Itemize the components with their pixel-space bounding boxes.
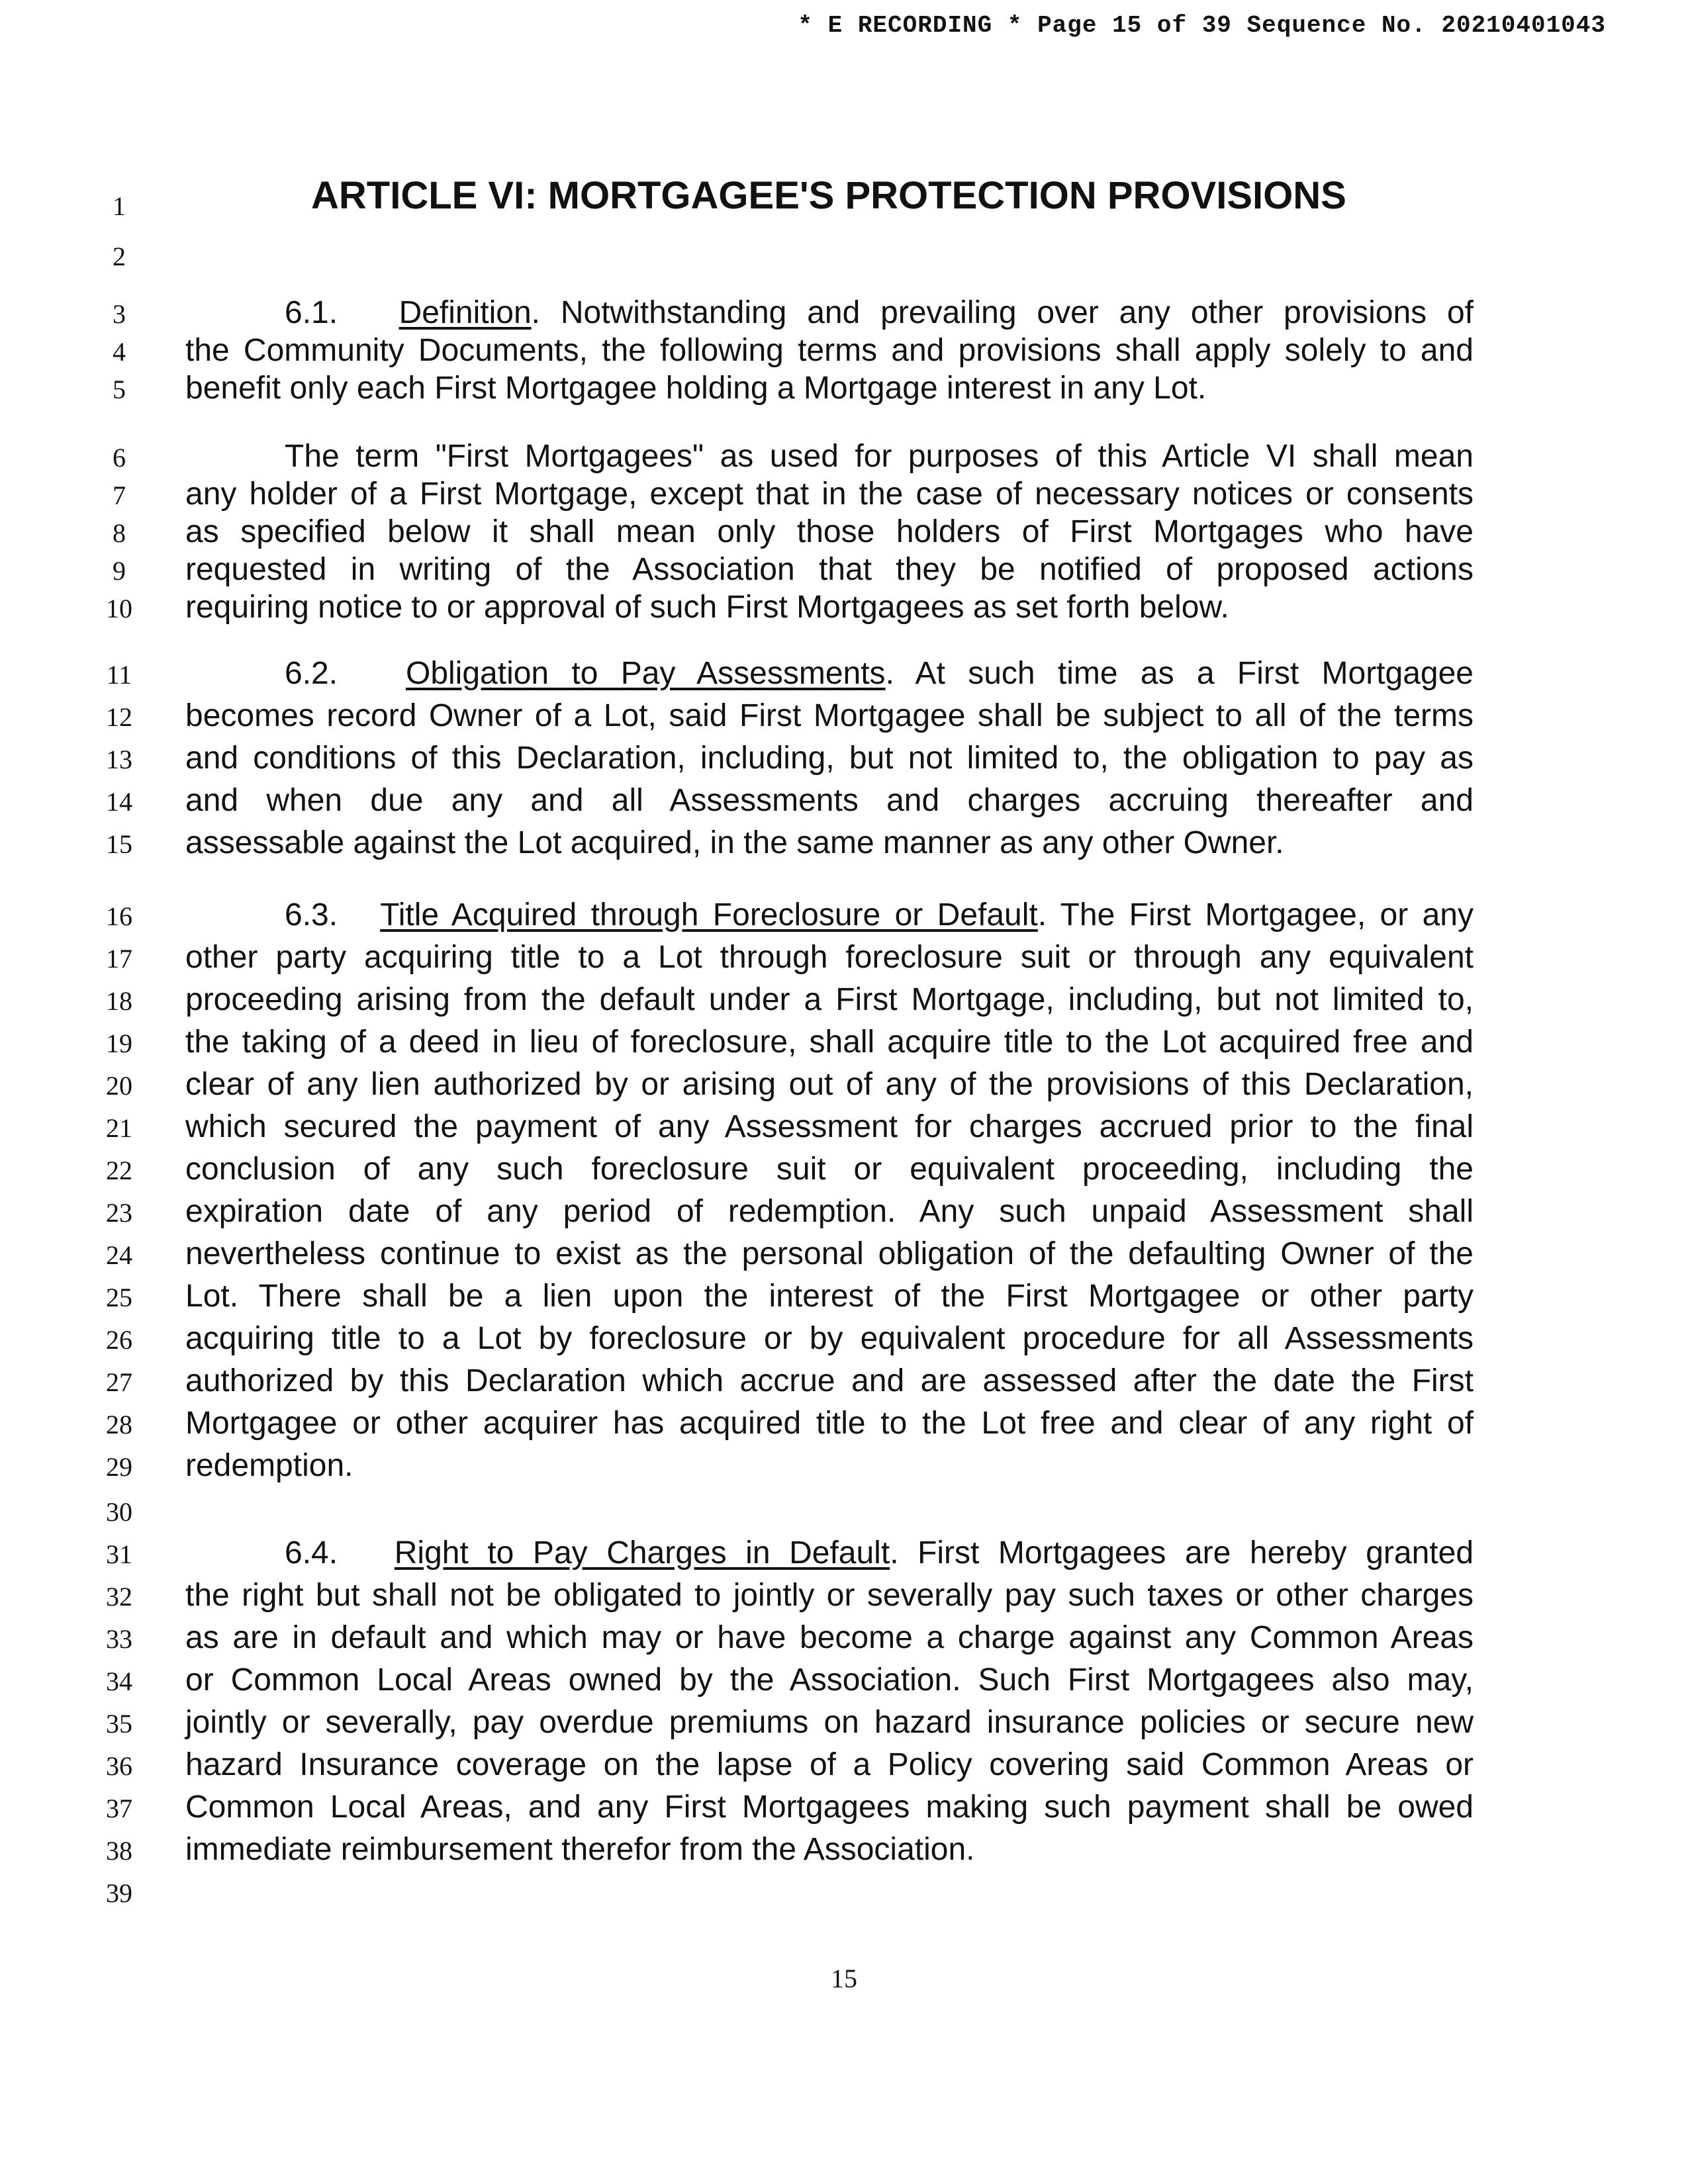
section-6-3-line-12: authorized by this Declaration which accrue and are assessed after the date the First (185, 1363, 1474, 1398)
section-6-3-line-5: clear of any lien authorized by or arising out of any of the provisions of this Declaration, (185, 1067, 1474, 1102)
section-6-3-line-2: other party acquiring title to a Lot through foreclosure suit or through any equivalent (185, 940, 1474, 975)
line-number: 9 (113, 556, 126, 586)
section-heading: Definition (399, 295, 532, 330)
line-number: 24 (106, 1240, 132, 1270)
line-number: 27 (106, 1367, 132, 1397)
term-paragraph-line-4: requested in writing of the Association that they be notified of proposed actions (185, 552, 1474, 587)
line-number: 29 (106, 1452, 132, 1482)
section-6-2-line-1: 6.2. Obligation to Pay Assessments. At such time as a First Mortgagee (285, 656, 1474, 691)
line-number: 14 (106, 787, 132, 817)
section-6-4-line-2: the right but shall not be obligated to jointly or severally pay such taxes or other charges (185, 1578, 1474, 1613)
section-6-3-line-6: which secured the payment of any Assessment for charges accrued prior to the final (185, 1109, 1474, 1144)
line-number: 2 (113, 242, 126, 271)
line-number: 34 (106, 1666, 132, 1696)
article-title: ARTICLE VI: MORTGAGEE'S PROTECTION PROVISIONS (311, 174, 1346, 217)
line-number: 15 (106, 829, 132, 859)
term-paragraph-line-3: as specified below it shall mean only those holders of First Mortgages who have (185, 514, 1474, 549)
line-number: 30 (106, 1497, 132, 1527)
line-number: 28 (106, 1410, 132, 1439)
section-6-4-line-8: immediate reimbursement therefor from the Association. (185, 1832, 975, 1867)
section-6-4-line-3: as are in default and which may or have become a charge against any Common Areas (185, 1620, 1474, 1655)
line-number: 39 (106, 1878, 132, 1908)
section-6-2-line-3: and conditions of this Declaration, including, but not limited to, the obligation to pay as (185, 741, 1474, 776)
line-number: 32 (106, 1582, 132, 1612)
section-6-2-line-5: assessable against the Lot acquired, in the same manner as any other Owner. (185, 825, 1284, 860)
section-6-1-line-2: the Community Documents, the following terms and provisions shall apply solely to and (185, 333, 1474, 368)
recording-header: * E RECORDING * Page 15 of 39 Sequence No. 20210401043 (798, 12, 1606, 39)
line-number: 5 (113, 375, 126, 404)
section-6-3-line-13: Mortgagee or other acquirer has acquired title to the Lot free and clear of any right of (185, 1406, 1474, 1441)
section-6-4-line-5: jointly or severally, pay overdue premiums on hazard insurance policies or secure new (185, 1705, 1474, 1740)
line-number: 31 (106, 1539, 132, 1569)
section-6-2-line-2: becomes record Owner of a Lot, said First Mortgagee shall be subject to all of the terms (185, 698, 1474, 733)
section-6-4-line-7: Common Local Areas, and any First Mortgagees making such payment shall be owed (185, 1790, 1474, 1825)
line-number: 20 (106, 1071, 132, 1101)
page-number: 15 (831, 1964, 857, 1993)
section-6-3-line-1: 6.3. Title Acquired through Foreclosure or Default. The First Mortgagee, or any (285, 897, 1474, 933)
line-number: 13 (106, 745, 132, 774)
section-6-1-line-3: benefit only each First Mortgagee holding a Mortgage interest in any Lot. (185, 371, 1207, 406)
line-number: 36 (106, 1751, 132, 1781)
section-6-3-line-3: proceeding arising from the default under a First Mortgage, including, but not limited to, (185, 982, 1474, 1017)
section-6-2-line-4: and when due any and all Assessments and charges accruing thereafter and (185, 783, 1474, 818)
section-6-4-line-6: hazard Insurance coverage on the lapse of a Policy covering said Common Areas or (185, 1747, 1474, 1782)
line-number: 25 (106, 1283, 132, 1312)
term-paragraph-line-2: any holder of a First Mortgage, except that in the case of necessary notices or consents (185, 477, 1474, 512)
section-number: 6.2. (285, 656, 338, 691)
section-number: 6.3. (285, 897, 338, 933)
section-6-3-line-11: acquiring title to a Lot by foreclosure or by equivalent procedure for all Assessments (185, 1321, 1474, 1356)
line-number: 21 (106, 1113, 132, 1143)
line-number: 3 (113, 299, 126, 329)
line-number: 35 (106, 1709, 132, 1739)
line-number: 12 (106, 702, 132, 732)
term-paragraph-line-1: The term "First Mortgagees" as used for purposes of this Article VI shall mean (285, 439, 1474, 474)
line-number: 19 (106, 1028, 132, 1058)
section-6-3-line-8: expiration date of any period of redemption. Any such unpaid Assessment shall (185, 1194, 1474, 1229)
section-heading: Title Acquired through Foreclosure or Default (380, 897, 1038, 933)
line-number: 23 (106, 1198, 132, 1228)
section-6-3-line-14: redemption. (185, 1448, 353, 1483)
line-number: 7 (113, 480, 126, 510)
line-number: 6 (113, 443, 126, 473)
section-heading: Obligation to Pay Assessments (405, 656, 886, 691)
line-number: 11 (106, 660, 132, 690)
line-number: 16 (106, 901, 132, 931)
section-6-3-line-9: nevertheless continue to exist as the personal obligation of the defaulting Owner of the (185, 1236, 1474, 1271)
section-heading: Right to Pay Charges in Default (394, 1535, 890, 1570)
term-paragraph-line-5: requiring notice to or approval of such First Mortgagees as set forth below. (185, 590, 1229, 625)
line-number: 37 (106, 1794, 132, 1823)
line-number: 10 (106, 594, 132, 623)
line-number: 38 (106, 1836, 132, 1866)
section-6-4-line-1: 6.4. Right to Pay Charges in Default. First Mortgagees are hereby granted (285, 1535, 1474, 1570)
line-number: 26 (106, 1325, 132, 1355)
section-6-3-line-7: conclusion of any such foreclosure suit or equivalent proceeding, including the (185, 1152, 1474, 1187)
section-6-3-line-10: Lot. There shall be a lien upon the interest of the First Mortgagee or other party (185, 1279, 1474, 1314)
line-number: 18 (106, 986, 132, 1016)
section-6-1-line-1: 6.1. Definition. Notwithstanding and prevailing over any other provisions of (285, 295, 1474, 330)
section-6-3-line-4: the taking of a deed in lieu of foreclosure, shall acquire title to the Lot acquired free and (185, 1024, 1474, 1060)
line-number: 1 (113, 191, 126, 221)
line-number: 17 (106, 944, 132, 974)
section-number: 6.4. (285, 1535, 338, 1570)
line-number: 8 (113, 518, 126, 548)
line-number: 33 (106, 1624, 132, 1654)
section-number: 6.1. (285, 295, 338, 330)
section-6-4-line-4: or Common Local Areas owned by the Association. Such First Mortgagees also may, (185, 1662, 1474, 1698)
line-number: 22 (106, 1156, 132, 1185)
line-number: 4 (113, 337, 126, 367)
